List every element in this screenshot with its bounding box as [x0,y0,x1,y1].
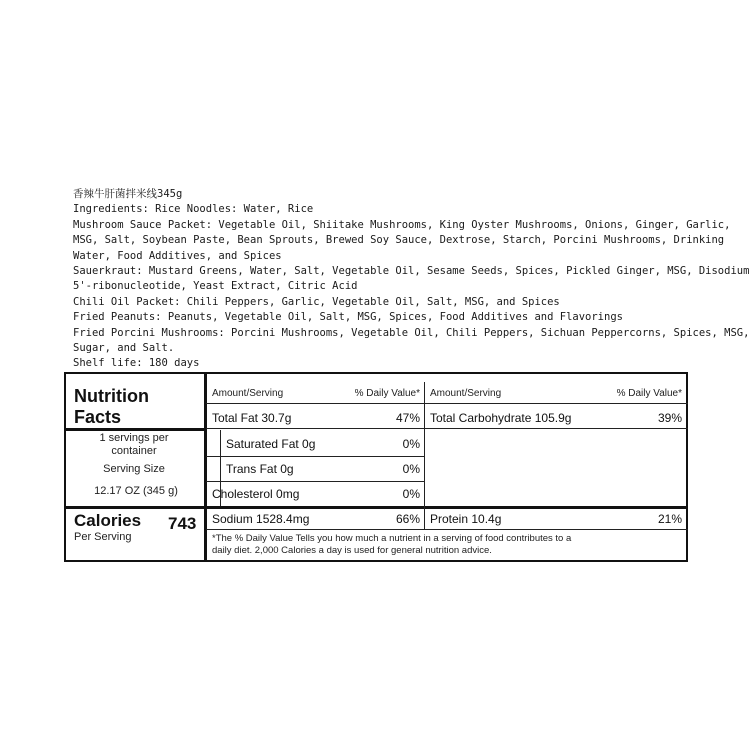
servings-per-container: container [111,445,157,457]
servings-per-container: 1 servings per [99,432,169,444]
divider [206,456,424,457]
nutrient-label: Total Carbohydrate 105.9g [430,411,572,425]
per-serving: Per Serving [74,531,132,543]
ingredients-line: Mushroom Sauce Packet: Vegetable Oil, Shiitake Mushrooms, King Oyster Mushrooms, Onions, Ginger, Garlic, [73,218,731,231]
header-daily-value: % Daily Value* [616,388,682,399]
nutrient-daily-value: 0% [402,487,420,501]
product-title: 香辣牛肝菌拌米线345g [73,188,183,200]
divider [206,403,688,404]
footnote: *The % Daily Value Tells you how much a nutrient in a serving of food contributes to a [212,533,572,544]
header-daily-value: % Daily Value* [354,388,420,399]
divider [66,506,688,509]
nutrition-title: Facts [74,407,122,427]
nutrient-daily-value: 47% [395,411,420,425]
nutrient-daily-value: 39% [657,411,682,425]
nutrient-label: Protein 10.4g [430,512,502,526]
serving-size-label: Serving Size [103,463,165,475]
divider [206,428,688,429]
ingredients-line: Fried Peanuts: Peanuts, Vegetable Oil, Salt, MSG, Spices, Food Additives and Flavorings [73,311,623,324]
ingredients-line: Water, Food Additives, and Spices [73,249,282,262]
header-amount: Amount/Serving [430,388,502,399]
ingredients-line: Ingredients: Rice Noodles: Water, Rice [73,203,314,216]
calories-value: 743 [168,514,197,533]
nutrient-daily-value: 0% [402,437,420,451]
ingredients-block [73,187,750,372]
serving-size-value: 12.17 OZ (345 g) [94,485,178,497]
shelf-life: Shelf life: 180 days [73,357,200,370]
ingredients-line: 5'-ribonucleotide, Yeast Extract, Citric Acid [73,280,358,293]
ingredients-line: Sugar, and Salt. [73,342,175,355]
divider [66,428,206,431]
nutrition-facts-table [64,372,688,562]
nutrient-label: Total Fat 30.7g [212,411,292,425]
nutrient-label: Saturated Fat 0g [226,437,316,451]
divider [206,481,424,482]
ingredients-line: Chili Oil Packet: Chili Peppers, Garlic, Vegetable Oil, Salt, MSG, and Spices [73,295,560,308]
ingredients-line: Fried Porcini Mushrooms: Porcini Mushrooms, Vegetable Oil, Chili Peppers, Sichuan Peppercorns, Spices, MSG, [73,326,750,339]
nutrient-label: Trans Fat 0g [226,462,294,476]
calories-label: Calories [74,511,142,530]
footnote: daily diet. 2,000 Calories a day is used for general nutrition advice. [212,545,492,556]
header-amount: Amount/Serving [212,388,284,399]
divider [424,382,425,529]
ingredients-line: Sauerkraut: Mustard Greens, Water, Salt, Vegetable Oil, Sesame Seeds, Spices, Pickled Ginger, MSG, Disodium [73,265,750,278]
nutrient-label: Sodium 1528.4mg [212,512,310,526]
divider [204,374,207,560]
nutrient-label: Cholesterol 0mg [212,487,300,501]
nutrient-daily-value: 0% [402,462,420,476]
nutrition-title: Nutrition [74,386,149,406]
ingredients-line: MSG, Salt, Soybean Paste, Bean Sprouts, Brewed Soy Sauce, Dextrose, Starch, Porcini Mushrooms, Drinking [73,234,725,247]
divider [206,529,688,530]
nutrient-daily-value: 21% [657,512,682,526]
nutrient-daily-value: 66% [395,512,420,526]
